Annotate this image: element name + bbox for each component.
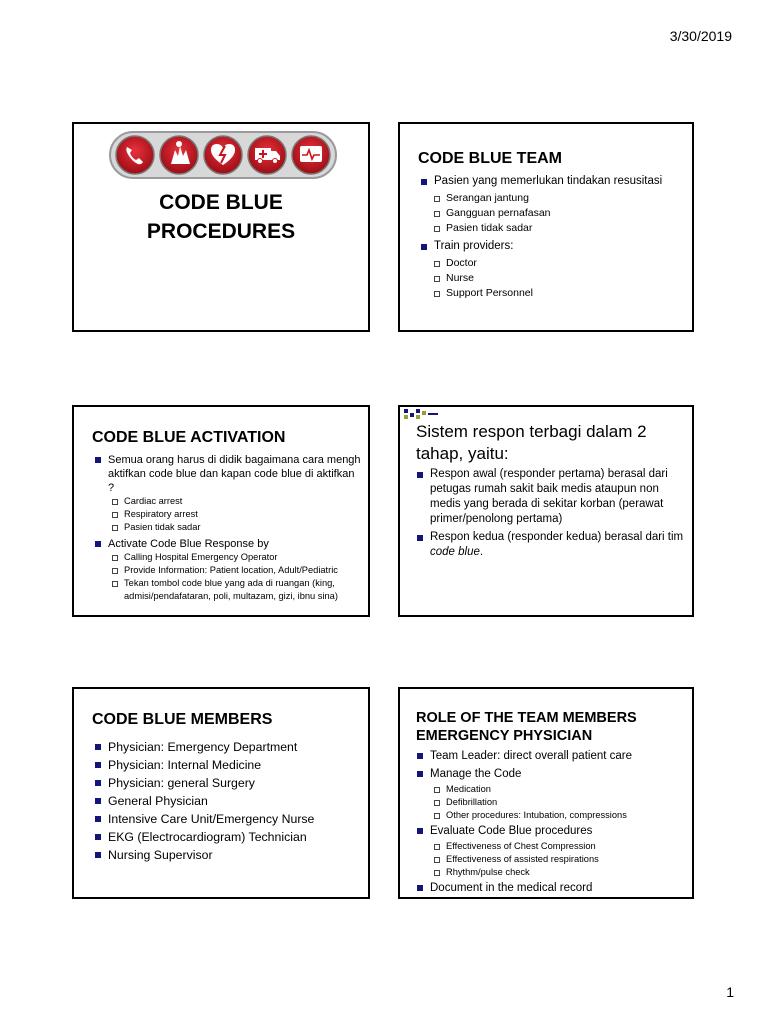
bullet: Physician: Internal Medicine bbox=[94, 756, 362, 774]
slide-3-code-blue-activation bbox=[72, 405, 370, 617]
slide-title: CODE BLUE TEAM bbox=[418, 150, 562, 167]
bullet: General Physician bbox=[94, 792, 362, 810]
slide-4-sistem-respon bbox=[398, 405, 694, 617]
sub-bullet: Tekan tombol code blue yang ada di ruangan (king, admisi/pendafataran, poli, multazam, gizi, ibnu sina) bbox=[112, 577, 362, 603]
phone-icon bbox=[116, 136, 154, 174]
bullet: Team Leader: direct overall patient care bbox=[416, 747, 688, 765]
sub-bullet: Nurse bbox=[434, 271, 680, 286]
sub-bullet: Doctor bbox=[434, 256, 680, 271]
sub-bullet: Serangan jantung bbox=[434, 191, 680, 206]
sub-bullet: Other procedures: Intubation, compressions bbox=[434, 809, 688, 822]
bullet: Manage the Code Medication Defibrillation Other procedures: Intubation, compressions bbox=[416, 765, 688, 822]
slide-title: CODE BLUE MEMBERS bbox=[92, 711, 273, 728]
sub-bullet: Effectiveness of assisted respirations bbox=[434, 853, 688, 866]
bullet: Physician: Emergency Department bbox=[94, 738, 362, 756]
sub-bullet: Calling Hospital Emergency Operator bbox=[112, 551, 362, 564]
sub-bullet: Support Personnel bbox=[434, 286, 680, 301]
sub-bullet: Cardiac arrest bbox=[112, 495, 362, 508]
sub-bullet: Rhythm/pulse check bbox=[434, 866, 688, 879]
page-date: 3/30/2019 bbox=[669, 28, 732, 44]
slide-body bbox=[420, 174, 680, 304]
code-blue-icon-banner bbox=[108, 130, 338, 180]
ecg-monitor-icon bbox=[292, 136, 330, 174]
page-number: 1 bbox=[726, 984, 734, 1000]
slide-5-code-blue-members bbox=[72, 687, 370, 899]
bullet: Evaluate Code Blue procedures Effectiveness of Chest Compression Effectiveness of assisted respirations Rhythm/pulse check bbox=[416, 822, 688, 879]
sub-bullet: Respiratory arrest bbox=[112, 508, 362, 521]
ambulance-icon bbox=[248, 136, 286, 174]
heart-defibrillator-icon bbox=[204, 136, 242, 174]
bullet: Respon kedua (responder kedua) berasal dari tim code blue. bbox=[416, 530, 688, 560]
bullet: Nursing Supervisor bbox=[94, 846, 362, 864]
bullet: EKG (Electrocardiogram) Technician bbox=[94, 828, 362, 846]
bullet: Semua orang harus di didik bagaimana cara mengh aktifkan code blue dan kapan code blue di aktifkan ? Cardiac arrest Respiratory arrest Pasien tidak sadar bbox=[94, 453, 362, 534]
slide-6-role-of-team-members bbox=[398, 687, 694, 899]
sub-bullet: Provide Information: Patient location, Adult/Pediatric bbox=[112, 564, 362, 577]
bullet: Pasien yang memerlukan tindakan resusitasi Serangan jantung Gangguan pernafasan Pasien tidak sadar bbox=[420, 174, 680, 236]
sub-bullet: Pasien tidak sadar bbox=[112, 521, 362, 534]
slide-body bbox=[94, 453, 362, 606]
sub-bullet: Defibrillation bbox=[434, 796, 688, 809]
hands-icon bbox=[160, 136, 198, 174]
bullet: Respon awal (responder pertama) berasal dari petugas rumah sakit baik medis ataupun non medis yang berada di sekitar korban (perawat primer/penolong pertama) bbox=[416, 467, 688, 527]
slide-body bbox=[416, 467, 688, 563]
bullet: Intensive Care Unit/Emergency Nurse bbox=[94, 810, 362, 828]
bullet: Physician: general Surgery bbox=[94, 774, 362, 792]
slide-1-title bbox=[72, 122, 370, 332]
slide-title: ROLE OF THE TEAM MEMBERS EMERGENCY PHYSICIAN bbox=[416, 710, 637, 744]
sub-bullet: Effectiveness of Chest Compression bbox=[434, 840, 688, 853]
slide-title: CODE BLUE ACTIVATION bbox=[92, 429, 286, 446]
bullet: Activate Code Blue Response by Calling Hospital Emergency Operator Provide Information: Patient location, Adult/Pediatric Tekan tombol code blue yang ada di ruangan (king, admisi/pendafataran, poli, multazam, gizi, ibnu sina) bbox=[94, 537, 362, 603]
slide-title: CODE BLUE PROCEDURES bbox=[146, 191, 296, 243]
slide-body bbox=[416, 747, 688, 897]
corner-decoration bbox=[400, 407, 440, 421]
sub-bullet: Pasien tidak sadar bbox=[434, 221, 680, 236]
bullet: Train providers: Doctor Nurse Support Personnel bbox=[420, 239, 680, 301]
slide-body bbox=[94, 738, 362, 864]
sub-bullet: Medication bbox=[434, 783, 688, 796]
bullet: Document in the medical record bbox=[416, 879, 688, 897]
sub-bullet: Gangguan pernafasan bbox=[434, 206, 680, 221]
slide-title: Sistem respon terbagi dalam 2 tahap, yaitu: bbox=[416, 422, 647, 463]
slide-2-code-blue-team bbox=[398, 122, 694, 332]
